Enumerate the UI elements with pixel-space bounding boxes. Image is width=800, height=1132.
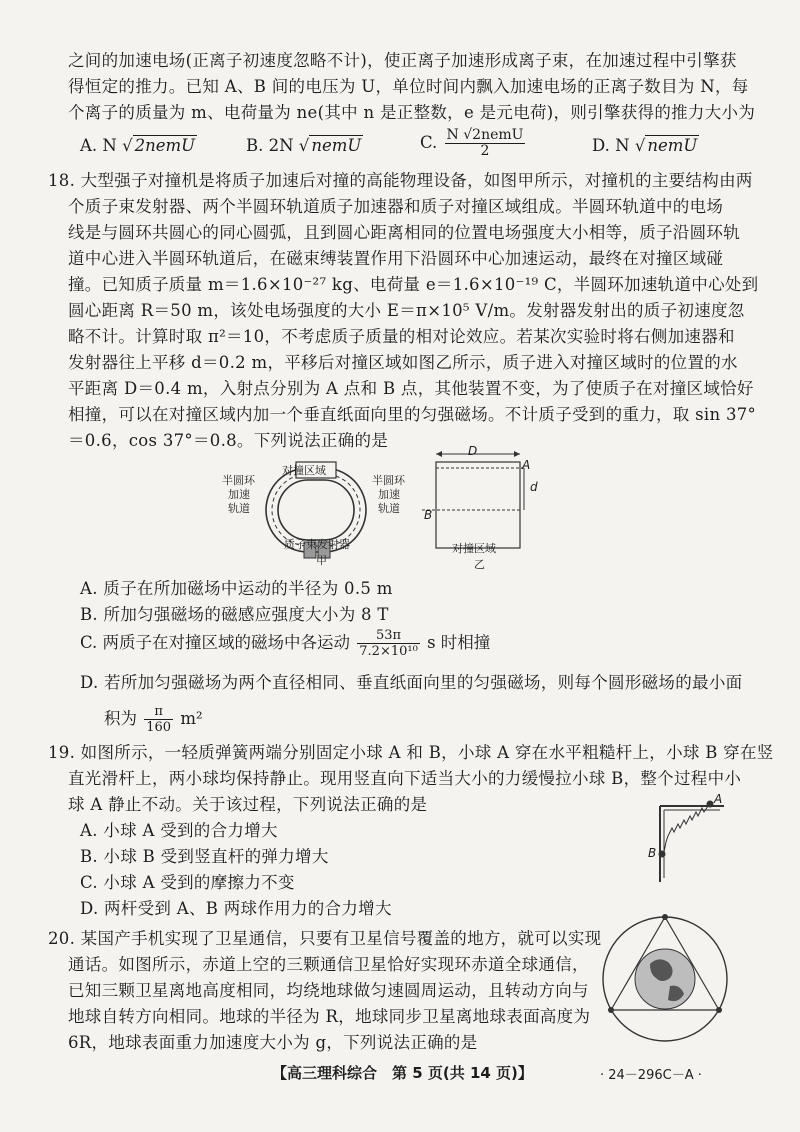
q18-line-10: 相撞，可以在对撞区域内加一个垂直纸面向里的匀强磁场。不计质子受到的重力，取 sin 37° — [68, 405, 757, 424]
q17-option-b-root: nemU — [311, 136, 362, 155]
q17-line-3: 个离子的质量为 m、电荷量为 ne(其中 n 是正整数，e 是元电荷)，则引擎获得的推力大小为 — [68, 103, 756, 122]
q18-line-5: 撞。已知质子质量 m＝1.6×10⁻²⁷ kg、电荷量 e＝1.6×10⁻¹⁹ C，半圆环加速轨道中心处到 — [68, 275, 759, 294]
figure-yi-distance-D: D — [468, 444, 478, 458]
figure-yi-caption: 乙 — [474, 558, 485, 571]
figure-yi-region-label: 对撞区域 — [452, 542, 496, 555]
q18-option-d-text-pre: 积为 — [104, 709, 137, 728]
q18-line-2: 个质子束发射器、两个半圆环轨道质子加速器和质子对撞区域组成。半圆环轨道中的电场 — [68, 197, 724, 216]
q18-option-b: B. 所加匀强磁场的磁感应强度大小为 8 T — [80, 605, 389, 624]
q20-line-2: 通话。如图所示，赤道上空的三颗通信卫星恰好实现环赤道全球通信， — [68, 955, 589, 974]
q18-line-3: 线是与圆环共圆心的同心圆弧，且到圆心距离相同的位置电场强度大小相等，质子沿圆环轨 — [68, 223, 740, 242]
q19-option-a: A. 小球 A 受到的合力增大 — [80, 821, 278, 840]
q17-option-b: B. 2N √ nemU — [246, 136, 362, 155]
figure-jia-caption: 甲 — [316, 554, 327, 567]
q18-line-11: ＝0.6，cos 37°＝0.8。下列说法正确的是 — [68, 431, 389, 450]
figure-q19-ball-B: B — [648, 846, 657, 860]
q17-option-a: A. N √ 2nemU — [80, 136, 196, 155]
figure-jia-bottom-label: 质子束发射器 — [284, 538, 350, 551]
q20-line-5: 6R，地球表面重力加速度大小为 g，下列说法正确的是 — [68, 1033, 478, 1052]
q17-option-a-root: 2nemU — [134, 136, 196, 155]
q20-line-1: 20. 某国产手机实现了卫星通信，只要有卫星信号覆盖的地方，就可以实现 — [48, 929, 602, 948]
q18-line-1: 18. 大型强子对撞机是将质子加速后对撞的高能物理设备，如图甲所示，对撞机的主要结构由两 — [48, 171, 753, 190]
footer-paper-code: · 24－296C－A · — [600, 1068, 702, 1083]
q19-option-b: B. 小球 B 受到竖直杆的弹力增大 — [80, 847, 329, 866]
q17-option-d-label: D. N — [592, 136, 630, 155]
q18-option-a: A. 质子在所加磁场中运动的半径为 0.5 m — [80, 579, 393, 598]
q20-line-4: 地球自转方向相同。地球的半径为 R，地球同步卫星离地球表面高度为 — [68, 1007, 591, 1026]
q17-option-c — [420, 128, 527, 159]
q19-line-3: 球 A 静止不动。关于该过程，下列说法正确的是 — [68, 795, 428, 814]
q19-option-d: D. 两杆受到 A、B 两球作用力的合力增大 — [80, 899, 392, 918]
q18-option-c — [80, 628, 490, 659]
q18-line-9: 平距离 D＝0.4 m，入射点分别为 A 点和 B 点，其他装置不变，为了使质子在对撞区域恰好 — [68, 379, 754, 398]
q19-option-c: C. 小球 A 受到的摩擦力不变 — [80, 873, 295, 892]
q17-option-b-label: B. 2N — [246, 136, 294, 155]
q17-line-2: 得恒定的推力。已知 A、B 间的电压为 U，单位时间内飘入加速电场的正离子数目为 N，每 — [68, 77, 749, 96]
q18-option-c-text-post: s 时相撞 — [427, 633, 491, 652]
footer-page-info: 【高三理科综合 第 5 页(共 14 页)】 — [272, 1064, 533, 1082]
q18-line-8: 发射器往上平移 d＝0.2 m，平移后对撞区域如图乙所示，质子进入对撞区域时的位置的水 — [68, 353, 738, 372]
q18-line-6: 圆心距离 R＝50 m，该处电场强度的大小 E＝π×10⁵ V/m。发射器发射出的质子初速度忽 — [68, 301, 745, 320]
figure-yi-point-A: A — [522, 458, 531, 472]
figure-jia-left-label-2: 加速 — [228, 488, 250, 501]
figure-jia-right-label-3: 轨道 — [378, 502, 400, 515]
q17-option-c-numerator: N √2nemU — [446, 127, 524, 143]
q18-option-c-denominator: 7.2×10¹⁰ — [359, 644, 418, 659]
figure-yi-point-B: B — [424, 508, 433, 522]
figure-jia-top-label: 对撞区域 — [282, 464, 326, 477]
q18-option-d-line-1: D. 若所加匀强磁场为两个直径相同、垂直纸面向里的匀强磁场，则每个圆形磁场的最小面 — [80, 673, 743, 692]
q18-option-d-denominator: 160 — [146, 720, 172, 735]
q18-option-c-text-pre: C. 两质子在对撞区域的磁场中各运动 — [80, 633, 351, 652]
figure-jia-left-label-1: 半圆环 — [222, 474, 255, 487]
q17-option-a-label: A. N — [80, 136, 117, 155]
q17-option-c-label: C. — [420, 133, 438, 152]
q17-option-d: D. N √ nemU — [592, 136, 698, 155]
figure-q20-earth-satellites — [598, 912, 732, 1046]
figure-yi-offset-d: d — [530, 480, 538, 494]
figure-jia-right-label-2: 加速 — [378, 488, 400, 501]
q19-line-1: 19. 如图所示，一轻质弹簧两端分别固定小球 A 和 B，小球 A 穿在水平粗糙杆上，小球 B 穿在竖 — [48, 743, 774, 762]
q17-line-1: 之间的加速电场(正离子初速度忽略不计)，使正离子加速形成离子束，在加速过程中引擎获 — [68, 51, 737, 70]
figure-jia-left-label-3: 轨道 — [228, 502, 250, 515]
q18-option-d-text-post: m² — [180, 709, 203, 728]
q18-line-7: 略不计。计算时取 π²＝10，不考虑质子质量的相对论效应。若某次实验时将右侧加速器和 — [68, 327, 735, 346]
q17-option-c-denominator: 2 — [480, 143, 490, 159]
q19-line-2: 直光滑杆上，两小球均保持静止。现用竖直向下适当大小的力缓慢拉小球 B，整个过程中小 — [68, 769, 742, 788]
q18-option-c-numerator: 53π — [357, 628, 420, 644]
q18-option-d-numerator: π — [144, 704, 173, 720]
q18-line-4: 道中心进入半圆环轨道后，在磁束缚装置作用下沿圆环中心加速运动，最终在对撞区域碰 — [68, 249, 724, 268]
q18-option-d-line-2 — [104, 704, 203, 735]
q17-option-d-root: nemU — [647, 136, 698, 155]
figure-jia-right-label-1: 半圆环 — [372, 474, 405, 487]
q20-line-3: 已知三颗卫星离地高度相同，均绕地球做匀速圆周运动，且转动方向与 — [68, 981, 589, 1000]
figure-q19-ball-A: A — [714, 792, 723, 806]
